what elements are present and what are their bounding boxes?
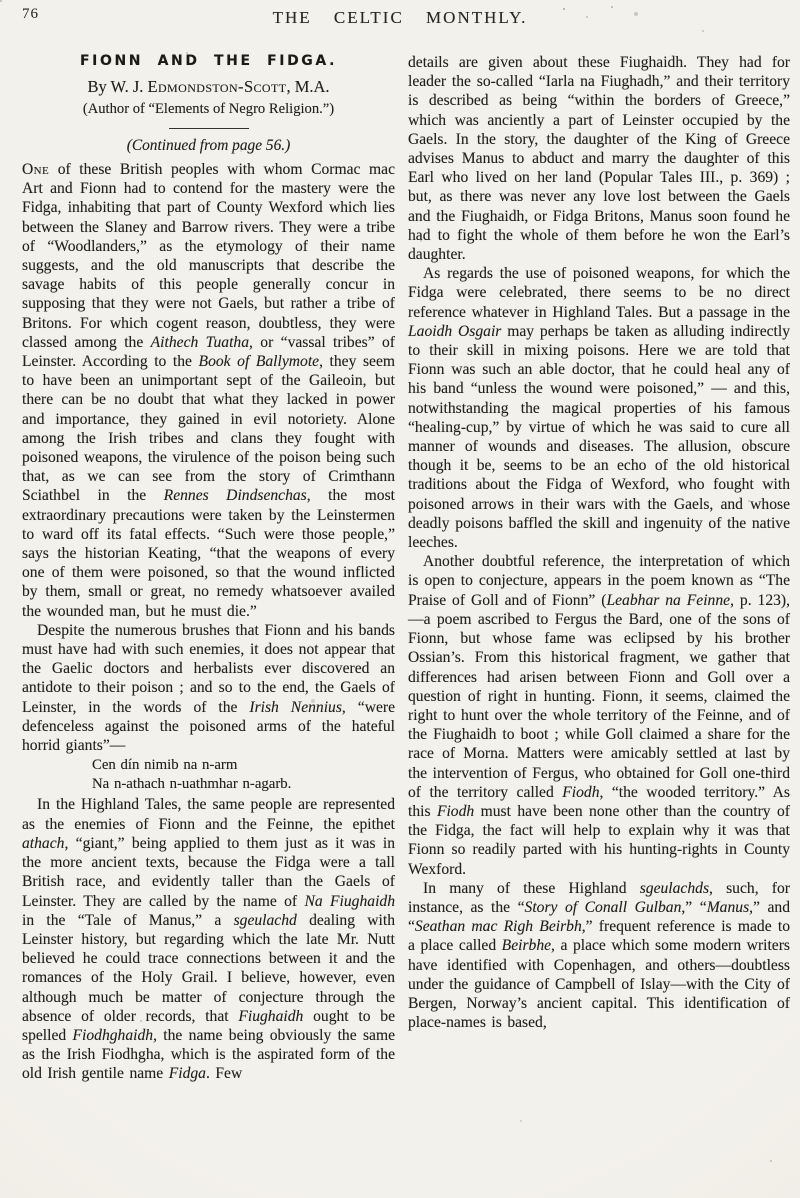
left-column: [22, 38, 395, 1084]
text-segment: In the Highland Tales, the same people are represented as the enemies of Fionn and the Feinne, the epithet: [22, 796, 395, 833]
text-segment: ,” frequent reference is made to a place called: [408, 918, 790, 955]
text-segment: Seathan mac Righ Beirbh: [414, 918, 582, 936]
text-segment: details are given about these Fiughaidh. They had for leader the so-called “Iarla na Fiughadh,” and their territory is described as being “within the borders of Greece,” which was anciently a part of Leinster occupied by the Gaels. In the story, the daughter of the King of Greece advises Manus to abduct and marry the daughter of this Earl who lived on her land (Popular Tales III., p. 369) ; but, as there was never any love lost between the Gaels and the Fiughaidh, or Fidga Britons, Manus soon found he had to fight the whole of them before he won the Earl’s daughter.: [408, 54, 790, 264]
text-segment: Manus: [706, 898, 750, 916]
text-segment: , a place which some modern writers have identified with Copenhagen, and others—doubtless under the guidance of Campbell of Islay—with the City of Bergen, Norway’s ancient capital. This identification of place-names is based,: [408, 937, 790, 1032]
text-segment: Edmondston-Scott: [147, 77, 287, 96]
text-segment: sgeulachds: [639, 879, 710, 897]
text-segment: Cen dín nimib na n-arm: [92, 757, 238, 774]
text-segment: must have been none other than the country of the Fidga, the fact will help to explain why it was that Fionn so readily parted with his hunting-rights in County Wexford.: [408, 802, 791, 878]
text-segment: Laoidh Osgair: [408, 322, 502, 340]
text-segment: As regards the use of poisoned weapons, for which the Fidga were celebrated, there seems to be no direct reference whatever in Highland Tales. But a passage in the: [408, 265, 790, 321]
text-segment: of these British peoples with whom Cormac mac Art and Fionn had to contend for the mastery were the Fidga, inhabiting that part of County Wexford which lies between the Slaney and Barrow rivers. They were a tribe of “Woodlanders,” as the etymology of their name suggests, and the old manuscripts that describe the savage habits of this people generally concur in supposing that they were not Gaels, but rather a tribe of Britons. For which cogent reason, doubtless, they were classed among the: [22, 161, 395, 351]
text-segment: Fiughaidh: [238, 1007, 304, 1025]
text-segment: , p. 123),—a poem ascribed to Fergus the Bard, one of the sons of Fionn, but whose fame was eclipsed by his brother Ossian’s. From this historical fragment, we gather that differences had arisen between Fionn and Goll over a question of right in hunting. Fionn, it seems, claimed the right to hunt over the whole territory of the Feinne, and of the Fiughaidh to boot ; while Goll claimed a share for the race of Morna. Matters were amicably settled at last by the intervention of Fergus, who obtained for Goll one-third of the territory called: [408, 591, 791, 801]
page-number: 76: [22, 6, 39, 22]
text-segment: Rennes Dindsenchas: [163, 487, 307, 505]
text-segment: , such, for instance, as the “: [408, 879, 790, 916]
body-paragraph: [408, 53, 790, 264]
text-segment: , “were defenceless against the poisoned arms of the hateful horrid giants”—: [22, 698, 395, 755]
text-segment: may perhaps be taken as alluding indirectly to their skill in mixing poisons. Here we are told that Fionn was such an able doctor, that he could heal any of his band “unless the wound were poisoned,” — and this, notwithstanding the magical properties of his famous “healing-cup,” by virtue of which he was said to cure all manner of wounds and diseases. The allusion, obscure though it be, seems to be an echo of the old historical traditions about the Fidga of Wexford, who fought with poisoned arrows in their wars with the Gaels, and whose deadly poisons baffled the skill and ingenuity of the native leeches.: [408, 322, 791, 552]
continued-note: (Continued from page 56.): [126, 137, 291, 154]
text-segment: Another doubtful reference, the interpretation of which is open to conjecture, appears in the poem known as “The Praise of Goll and of Fionn” (: [408, 553, 790, 609]
body-paragraph: [22, 160, 395, 621]
text-segment: athach: [22, 834, 65, 852]
text-segment: ,” and “: [408, 898, 791, 936]
running-head: [0, 0, 800, 38]
text-segment: , or “vassal tribes” of Leinster. According to the: [22, 333, 395, 371]
text-segment: Leabhar na Feinne: [606, 591, 731, 609]
article-header: [22, 53, 395, 155]
body-paragraph: [408, 552, 790, 878]
text-segment: , the name being obviously the same as the Irish Fiodhgha, which is the aspirated form of the old Irish gentile name: [22, 1026, 395, 1083]
author-note: (Author of “Elements of Negro Religion.”): [82, 101, 335, 117]
verse-quote: [92, 756, 395, 793]
text-segment: dealing with Leinster history, but regarding which the late Mr. Nutt believed he could trace connections between it and the romances of the Holy Grail. I believe, however, even although much be matter of conjecture through the absence of older records, that: [22, 911, 395, 1025]
text-segment: Na Fiughaidh: [304, 892, 396, 910]
text-segment: , “giant,” being applied to them just as it was in the more ancient texts, because the Fidga were a tall British race, and evidently taller than the Gaels of Leinster. They are called by the name of: [22, 834, 395, 910]
text-segment: , the most extraordinary precautions were taken by the Leinstermen to ward off its fatal effects. “Such were those people,” says the historian Keating, “that the weapons of every one of them were poisoned, so that the wound inflicted by them, small or great, no remedy whatsoever availed the wounded man, but he must die.”: [22, 487, 395, 620]
text-segment: Despite the numerous brushes that Fionn and his bands must have had with such enemies, it does not appear that the Gaelic doctors and herbalists ever discovered an antidote to their poison ; and so to the end, the Gaels of Leinster, in the words of the: [22, 621, 395, 716]
journal-title: THE CELTIC MONTHLY.: [272, 8, 528, 27]
article-byline: [22, 77, 395, 97]
text-segment: Beirbhe: [501, 937, 552, 955]
left-column-body: [22, 160, 395, 1084]
right-column: [408, 38, 790, 1084]
body-paragraph: [408, 879, 790, 1033]
body-paragraph: [408, 264, 790, 552]
text-segment: , “the wooded territory.” As this: [408, 783, 790, 820]
header-rule: [169, 128, 249, 129]
text-segment: Story of Conall Gulban: [524, 898, 682, 916]
text-segment: Fiodh: [562, 783, 600, 801]
text-segment: In many of these Highland: [423, 879, 640, 897]
text-segment: By W. J.: [87, 77, 148, 96]
body-paragraph: [22, 795, 395, 1083]
text-segment: Book of Ballymote: [198, 353, 320, 371]
text-segment: in the “Tale of Manus,” a: [22, 911, 234, 929]
body-paragraph: [22, 621, 395, 755]
text-segment: Fidga: [168, 1065, 206, 1083]
text-segment: ought to be spelled: [22, 1007, 395, 1044]
text-segment: ,” “: [681, 898, 707, 916]
text-segment: Irish Nennius: [249, 698, 342, 716]
text-segment: Aithech Tuatha: [150, 333, 249, 351]
article-title: FIONN AND THE FIDGA.: [79, 53, 338, 69]
text-segment: sgeulachd: [233, 911, 297, 929]
text-segment: Na n-athach n-uathmhar n-agarb.: [92, 775, 292, 792]
two-column-layout: [0, 38, 800, 1084]
text-segment: Fiodhghaidh: [72, 1026, 154, 1044]
text-segment: One: [22, 161, 50, 178]
text-segment: Fiodh: [436, 802, 475, 820]
text-segment: , they seem to have been an unimportant sept of the Gaileoin, but there can be no doubt that what they lacked in power and importance, they gained in evil notoriety. Alone among the Irish tribes and clans they fought with poisoned weapons, the virulence of the poison being such that, as we can see from the story of Crimthann Sciathbel in the: [22, 353, 395, 505]
text-segment: , M.A.: [286, 77, 330, 96]
text-segment: . Few: [205, 1065, 243, 1083]
